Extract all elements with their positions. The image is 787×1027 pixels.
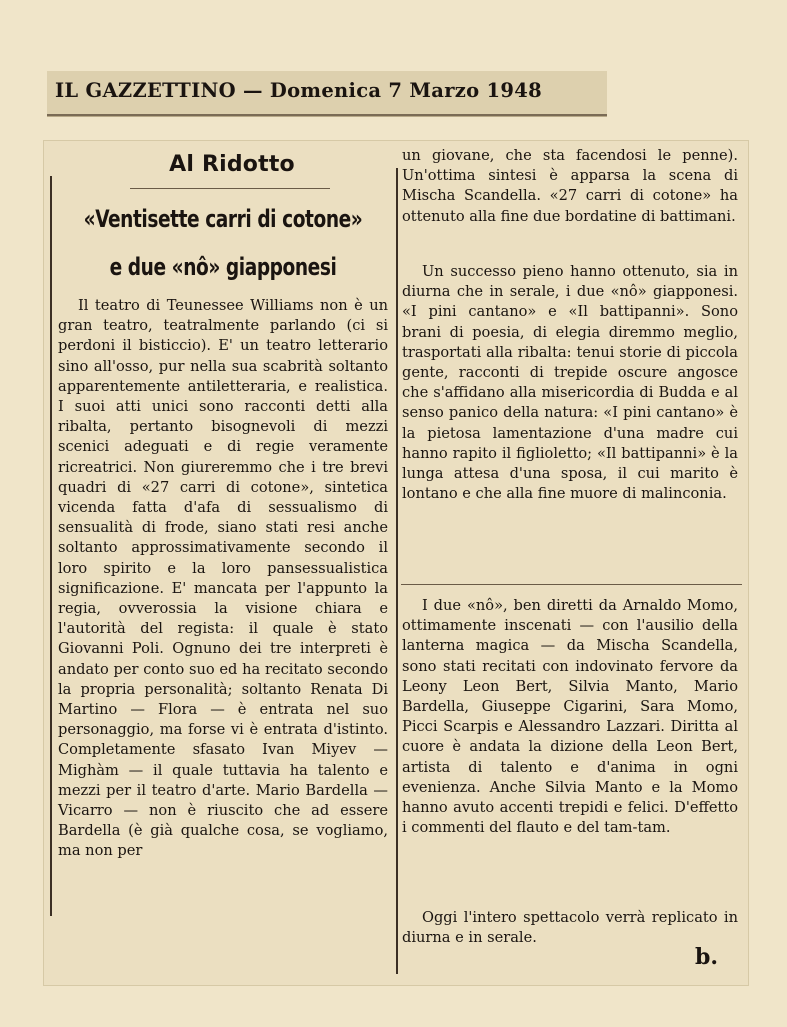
- article-right-column-third: [402, 596, 738, 838]
- article-right-column-final: [402, 908, 738, 948]
- newspaper-masthead: [47, 71, 607, 116]
- paragraph-right-c: I due «nô», ben diretti da Arnaldo Momo, ottimamente inscenati — con l'ausilio della lanterna magica — da Mischa Scandella, sono stati recitati con indovinato fervore da Leony Leon Bert, Silvia Manto, Mario Bardella, Giuseppe Cigarini, Sara Momo, Picci Scarpis e Alessandro Lazzari. Diritta al cuore è andata la dizione della Leon Bert, artista di talento e d'anima in ogni evenienza. Anche Silvia Manto e la Momo hanno avuto accenti trepidi e felici. D'effetto i commenti del flauto e del tam-tam.: [402, 597, 738, 837]
- paragraph-right-a: un giovane, che sta facendosi le penne). Un'ottima sintesi è apparsa la scena di Mischa Scandella. «27 carri di cotone» ha ottenuto alla fine due bordatine di battimani.: [402, 147, 738, 225]
- author-signature: b.: [695, 944, 719, 970]
- paragraph-right-d: Oggi l'intero spettacolo verrà replicato in diurna e in serale.: [402, 909, 738, 947]
- masthead-title: IL GAZZETTINO — Domenica 7 Marzo 1948: [55, 79, 543, 102]
- article-right-column-second: [402, 262, 738, 504]
- column-divider: [396, 168, 398, 974]
- article-left-column: [58, 296, 388, 862]
- paragraph-right-b: Un successo pieno hanno ottenuto, sia in diurna che in serale, i due «nô» giapponesi. «I pini cantano» e «Il battipanni». Sono brani di poesia, di elegia diremmo meglio, trasportati alla ribalta: tenui storie di piccola gente, racconti di trepide oscure angosce che s'affidano alla misericordia di Budda e al senso panico della natura: «I pini cantano» è la pietosa lamentazione d'una madre cui hanno rapito il figlioletto; «Il battipanni» è la lunga attesa d'una sposa, il cui marito è lontano e che alla fine muore di malinconia.: [402, 263, 738, 503]
- article-headline-line2: e due «nô» giapponesi: [109, 253, 337, 281]
- article-headline-line1: «Ventisette carri di cotone»: [83, 205, 363, 233]
- article-right-column-top: [402, 146, 738, 227]
- left-column-rule: [50, 176, 52, 916]
- paragraph-divider: [401, 584, 742, 585]
- kicker-underline: [130, 188, 330, 189]
- paragraph-left: Il teatro di Teunessee Williams non è un gran teatro, teatralmente parlando (ci si perdoni il bisticcio). E' un teatro letterario sino all'osso, pur nella sua scabrità soltanto apparentemente antiletteraria, e realistica. I suoi atti unici sono racconti detti alla ribalta, pertanto bisognevoli di mezzi scenici adeguati e di regie veramente ricreatrici. Non giureremmo che i tre brevi quadri di «27 carri di cotone», sintetica vicenda fatta d'afa di sessualismo di sensualità di frode, siano stati resi anche soltanto approssimativamente secondo il loro spirito e la loro pansessualistica significazione. E' mancata per l'appunto la regia, ovverossia la visione chiara e l'autorità del regista: il quale è stato Giovanni Poli. Ognuno dei tre interpreti è andato per conto suo ed ha recitato secondo la propria personalità; soltanto Renata Di Martino — Flora — è entrata nel suo personaggio, ma forse vi è entrata d'istinto. Completamente sfasato Ivan Miyev — Mighàm — il quale tuttavia ha talento e mezzi per il teatro d'arte. Mario Bardella — Vicarro — non è riuscito che ad essere Bardella (è già qualche cosa, se vogliamo, ma non per: [58, 297, 388, 860]
- article-kicker: Al Ridotto: [169, 152, 295, 177]
